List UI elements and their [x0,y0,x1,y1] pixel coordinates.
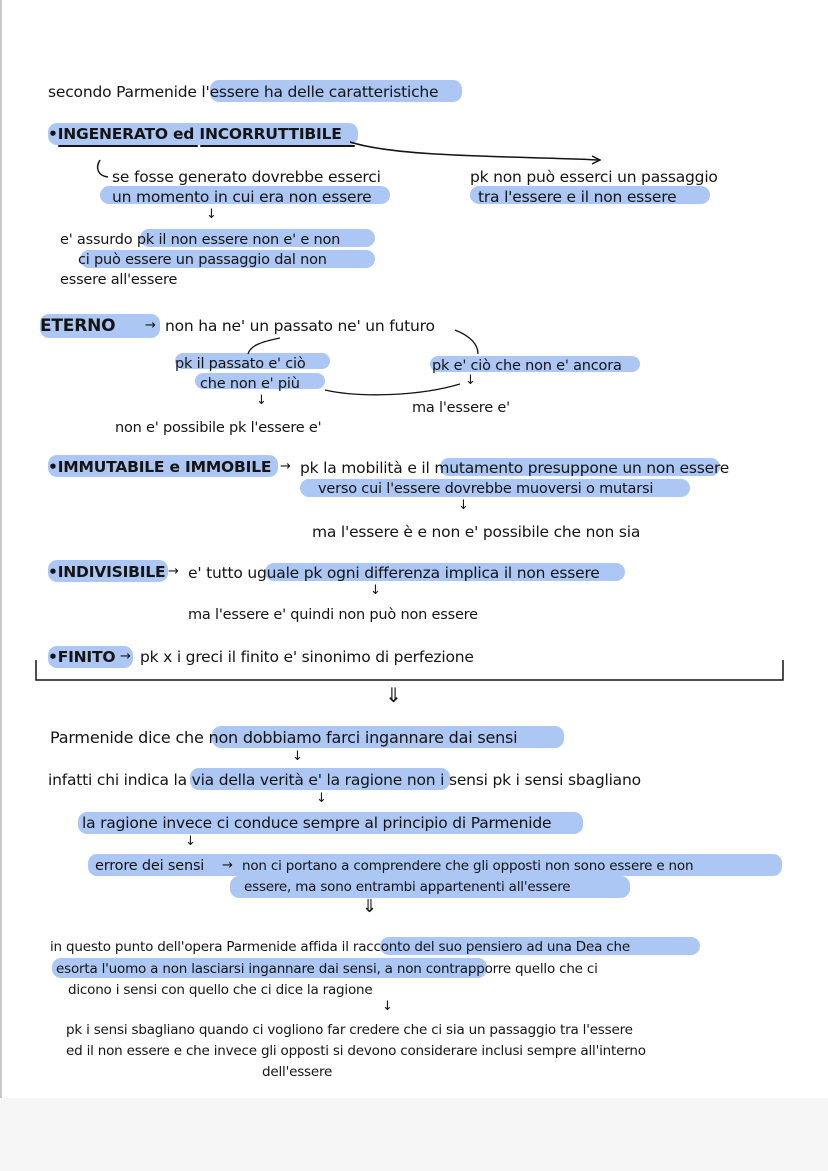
ingenerato-side-1: pk non può esserci un passaggio [470,168,718,186]
ingenerato-absurd-2: ci può essere un passaggio dal non [78,252,327,268]
sensi-line-3: la ragione invece ci conduce sempre al principio di Parmenide [82,814,552,832]
down-arrow-icon: ↓ [370,583,381,598]
eterno-past-1: pk il passato e' ciò [175,356,306,372]
conclusione-line-3: dell'essere [262,1064,333,1080]
conclusione-line-1: pk i sensi sbagliano quando ci vogliono far credere che ci sia un passaggio tra l'essere [66,1022,633,1038]
sensi-line-2: infatti chi indica la via della verità e' la ragione non i sensi pk i sensi sbagliano [48,771,641,789]
eterno-future: pk e' ciò che non e' ancora [432,358,622,374]
immutabile-line-1: pk la mobilità e il mutamento presuppone un non essere [300,459,730,477]
down-arrow-icon: ↓ [185,834,196,849]
errore-label: errore dei sensi [95,858,205,874]
right-arrow-icon: → [280,459,291,474]
right-arrow-icon: → [145,318,156,333]
page-title: secondo Parmenide l'essere ha delle caratteristiche [48,83,439,101]
sensi-line-1: Parmenide dice che non dobbiamo farci ingannare dai sensi [50,728,518,747]
eterno-past-2: che non e' più [200,376,300,392]
page-footer-band [0,1098,828,1171]
ingenerato-line-2: un momento in cui era non essere [112,188,372,206]
down-arrow-icon: ↓ [206,207,217,222]
conclusione-line-2: ed il non essere e che invece gli opposti si devono considerare inclusi sempre all'interno [66,1043,646,1059]
ingenerato-absurd-1: e' assurdo pk il non essere non e' e non [60,232,341,248]
therefore-symbol: ⇓ [385,683,402,707]
therefore-symbol: ⇓ [362,896,377,917]
section-heading-finito: •FINITO [48,648,116,666]
dea-line-1: in questo punto dell'opera Parmenide affida il racconto del suo pensiero ad una Dea che [50,939,630,955]
right-arrow-icon: → [222,858,233,873]
dea-line-3: dicono i sensi con quello che ci dice la ragione [68,982,373,998]
eterno-ma: ma l'essere e' [412,400,510,416]
ingenerato-absurd-3: essere all'essere [60,272,178,288]
section-heading-immutabile: •IMMUTABILE e IMMOBILE [48,458,272,476]
finito-line-1: pk x i greci il finito e' sinonimo di perfezione [140,648,474,666]
down-arrow-icon: ↓ [458,498,469,513]
ingenerato-side-2: tra l'essere e il non essere [478,188,677,206]
section-heading-ingenerato: •INGENERATO ed INCORRUTTIBILE [48,125,342,143]
errore-line-2: essere, ma sono entrambi appartenenti all'essere [244,879,571,895]
indivisibile-line-1: e' tutto uguale pk ogni differenza implica il non essere [188,564,600,582]
section-heading-indivisibile: •INDIVISIBILE [48,563,166,581]
dea-line-2: esorta l'uomo a non lasciarsi ingannare dai sensi, a non contrapporre quello che ci [56,961,598,977]
down-arrow-icon: ↓ [292,749,303,764]
underline [58,145,198,147]
eterno-definition: non ha ne' un passato ne' un futuro [165,317,435,335]
section-heading-eterno: ETERNO [40,316,116,336]
down-arrow-icon: ↓ [465,373,476,388]
down-arrow-icon: ↓ [316,791,327,806]
right-arrow-icon: → [120,649,131,664]
immutabile-line-2: verso cui l'essere dovrebbe muoversi o mutarsi [318,481,654,497]
eterno-conclusion: non e' possibile pk l'essere e' [115,420,322,436]
right-arrow-icon: → [168,564,179,579]
errore-line-1: non ci portano a comprendere che gli opposti non sono essere e non [242,858,694,874]
underline [200,145,355,147]
indivisibile-line-2: ma l'essere e' quindi non può non essere [188,607,478,623]
down-arrow-icon: ↓ [382,999,393,1014]
immutabile-line-3: ma l'essere è e non e' possibile che non sia [312,523,641,541]
ingenerato-line-1: se fosse generato dovrebbe esserci [112,168,381,186]
down-arrow-icon: ↓ [256,393,267,408]
